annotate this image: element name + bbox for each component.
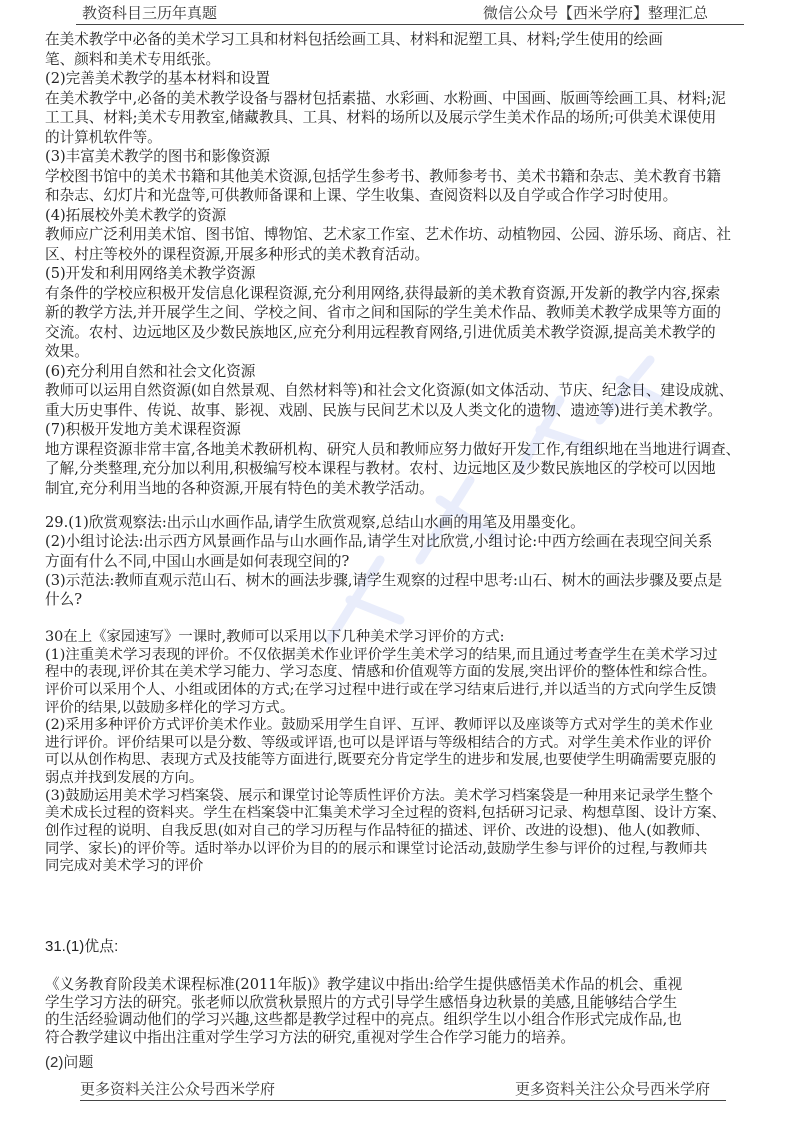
text-line: 笔、颜料和美术专用纸张。 (45, 50, 221, 68)
text-line: 在美术教学中,必备的美术教学设备与器材包括素描、水彩画、水粉画、中国画、版画等绘画工具、材料;泥 (45, 89, 726, 107)
text-line: 学校图书馆中的美术书籍和其他美术资源,包括学生参考书、教师参考书、美术书籍和杂志、美术教育书籍 (45, 167, 721, 185)
text-line: 同学、家长)的评价等。适时举办以评价为目的的展示和课堂讨论活动,鼓励学生参与评价的过程,与教师共 (45, 840, 708, 857)
answer-31-heading (45, 937, 765, 957)
text-line: 了解,分类整理,充分加以利用,积极编写校本课程与教材。农村、边远地区及少数民族地区的学校可以因地 (45, 460, 716, 477)
text-line: 的生活经验调动他们的学习兴趣,这些都是教学过程中的亮点。组织学生以小组合作形式完成作品,也 (45, 1011, 682, 1029)
text-line: (6)充分利用自然和社会文化资源 (45, 362, 256, 380)
resources-section (45, 30, 765, 498)
text-line: 31.(1)优点: (45, 938, 119, 955)
text-line: 新的教学方法,并开展学生之间、学校之间、省市之间和国际的学生美术作品、教师美术教学成果等方面的 (45, 304, 721, 321)
text-line: (3)丰富美术教学的图书和影像资源 (45, 148, 270, 165)
text-line: 什么? (45, 591, 83, 609)
text-line: 教师可以运用自然资源(如自然景观、自然材料等)和社会文化资源(如文体活动、节庆、纪念日、建设成就、 (45, 382, 734, 399)
text-line: 同完成对美术学习的评价 (45, 858, 204, 875)
text-line: (3)示范法:教师直观示范山石、树木的画法步骤,请学生观察的过程中思考:山石、树木的画法步骤及要点是 (45, 571, 723, 589)
text-line: 制宜,充分利用当地的各种资源,开展有特色的美术教学活动。 (45, 479, 434, 497)
text-line: (2)采用多种评价方式评价美术作业。鼓励采用学生自评、互评、教师评以及座谈等方式对学生的美术作业 (45, 717, 713, 734)
text-line: (2)小组讨论法:出示西方风景画作品与山水画作品,请学生对比欣赏,小组讨论:中西方绘画在表现空间关系 (45, 533, 713, 551)
text-line: 交流。农村、边远地区及少数民族地区,应充分利用远程教育网络,引进优质美术教学资源,提高美术教学的 (45, 323, 716, 341)
text-line: 29.(1)欣赏观察法:出示山水画作品,请学生欣赏观察,总结山水画的用笔及用墨变化。 (45, 514, 585, 531)
answer-31-paragraph (45, 976, 765, 1047)
text-line: 创作过程的说明、自我反思(如对自己的学习历程与作品特征的描述、评价、改进的设想)、他人(如教师、 (45, 823, 710, 840)
text-line: 学生学习方法的研究。张老师以欣赏秋景照片的方式引导学生感悟身边秋景的美感,且能够结合学生 (45, 993, 678, 1011)
text-line: 美术成长过程的资料夹。学生在档案袋中汇集美术学习全过程的资料,包括研习记录、构想草图、设计方案、 (45, 805, 726, 822)
text-line: 弱点并找到发展的方向。 (45, 770, 204, 787)
text-line: 评价的结果,以鼓励多样化的学习方式。 (45, 699, 295, 716)
text-line: 区、村庄等校外的课程资源,开展多种形式的美术教育活动。 (45, 245, 430, 263)
text-line: 评价可以采用个人、小组或团体的方式;在学习过程中进行或在学习结束后进行,并以适当的方式向学生反馈 (45, 681, 717, 698)
text-line: (4)拓展校外美术教学的资源 (45, 206, 227, 224)
text-line: 的计算机软件等。 (45, 128, 162, 146)
text-line: (2)完善美术教学的基本材料和设置 (45, 70, 270, 87)
text-line: (3)鼓励运用美术学习档案袋、展示和课堂讨论等质性评价方法。美术学习档案袋是一种用来记录学生整个 (45, 787, 713, 804)
text-line: 效果。 (45, 343, 89, 360)
text-line: (1)注重美术学习表现的评价。不仅依据美术作业评价学生美术学习的结果,而且通过考查学生在美术学习过 (45, 646, 718, 663)
text-line: 工工具、材料;美术专用教室,储藏教具、工具、材料的场所以及展示学生美术作品的场所;可供美术课使用 (45, 109, 717, 126)
footer-rule (80, 1100, 726, 1101)
answer-30 (45, 629, 765, 876)
text-line: (7)积极开发地方美术课程资源 (45, 421, 241, 438)
text-line: (5)开发和利用网络美术教学资源 (45, 265, 256, 282)
text-line: 30在上《家园速写》一课时,教师可以采用以下几种美术学习评价的方式: (45, 629, 505, 645)
text-line: 可以从创作构思、表现方式及技能等方面进行,既要充分肯定学生的进步和发展,也要使学生明确需要克服的 (45, 752, 717, 769)
footer-left: 更多资料关注公众号西米学府 (80, 1080, 276, 1098)
text-line: 程中的表现,评价其在美术学习能力、学习态度、情感和价值观等方面的发展,突出评价的整体性和综合性。 (45, 664, 717, 681)
text-line: 重大历史事件、传说、故事、影视、戏剧、民族与民间艺术以及人类文化的遗物、遗迹等)进行美术教学。 (45, 401, 723, 419)
question-2-label: (2)问题 (45, 1054, 94, 1071)
header-left: 教资科目三历年真题 (82, 4, 218, 22)
text-line: 进行评价。评价结果可以是分数、等级或评语,也可以是评语与等级相结合的方式。对学生美术作业的评价 (45, 734, 712, 751)
header-rule (76, 24, 744, 25)
text-line: 教师应广泛利用美术馆、图书馆、博物馆、艺术家工作室、艺术作坊、动植物园、公园、游乐场、商店、社 (45, 226, 731, 243)
text-line: 有条件的学校应积极开发信息化课程资源,充分利用网络,获得最新的美术教育资源,开发新的教学内容,探索 (45, 284, 721, 302)
text-line: 地方课程资源非常丰富,各地美术教研机构、研究人员和教师应努力做好开发工作,有组织地在当地进行调查、 (45, 440, 741, 458)
text-line: 符合教学建议中指出注重对学生学习方法的研究,重视对学生合作学习能力的培养。 (45, 1029, 576, 1047)
text-line: 《义务教育阶段美术课程标准(2011年版)》教学建议中指出:给学生提供感悟美术作品的机会、重视 (45, 976, 683, 993)
header-right: 微信公众号【西米学府】整理汇总 (483, 4, 709, 22)
answer-29 (45, 513, 765, 609)
text-line: 在美术教学中必备的美术学习工具和材料包括绘画工具、材料和泥塑工具、材料;学生使用的绘画 (45, 31, 663, 48)
text-line: 方面有什么不同,中国山水画是如何表现空间的? (45, 552, 350, 570)
footer-right: 更多资料关注公众号西米学府 (515, 1080, 711, 1098)
text-line: 和杂志、幻灯片和光盘等,可供教师备课和上课、学生收集、查阅资料以及自学或合作学习时使用。 (45, 187, 678, 204)
